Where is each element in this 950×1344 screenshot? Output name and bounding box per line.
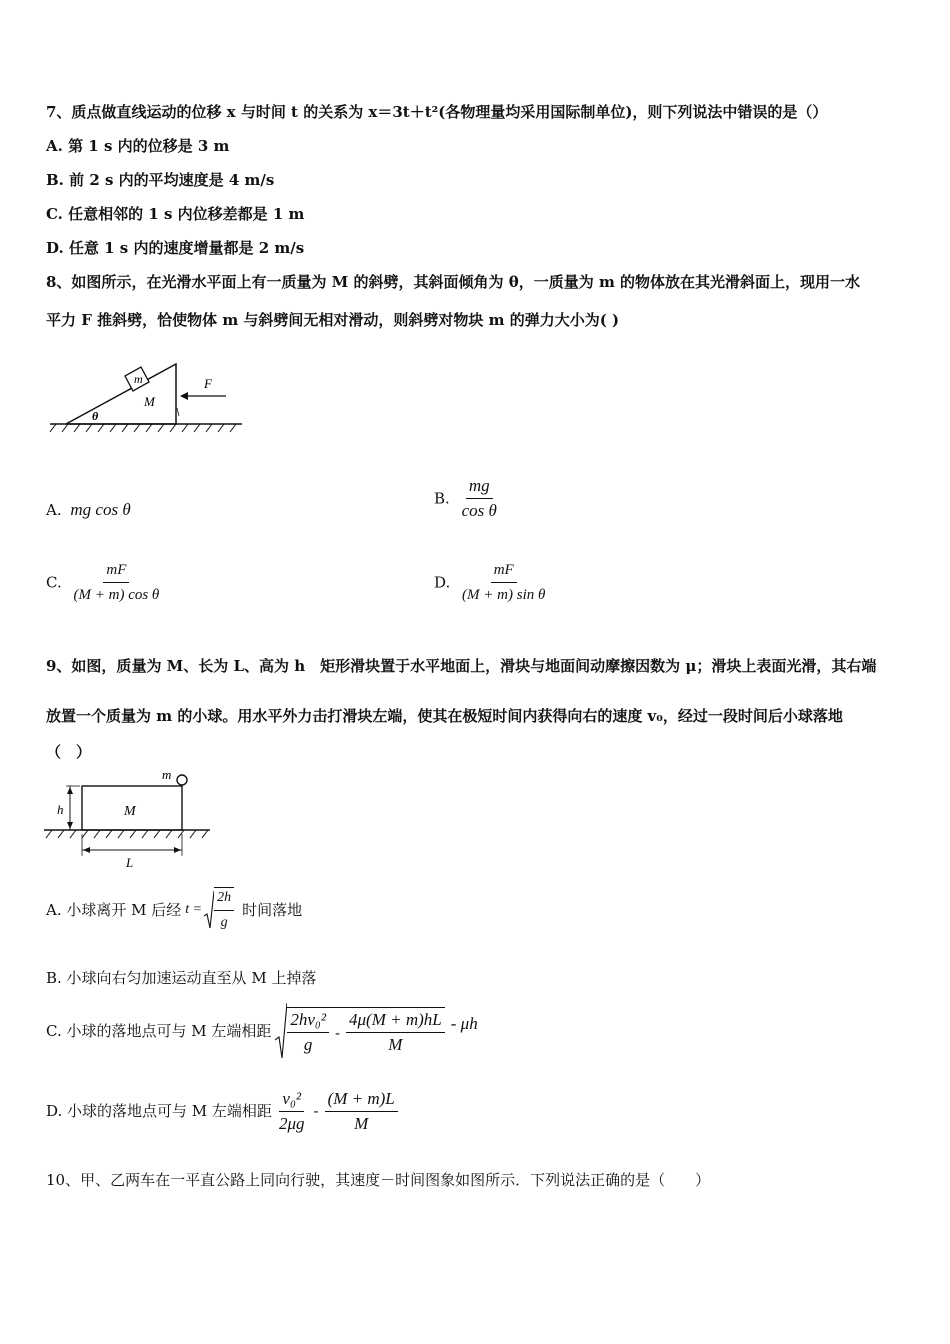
q9-stem-line3: （ ）: [46, 743, 92, 761]
q8-label-m: m: [134, 372, 143, 386]
q10-stem: 10、甲、乙两车在一平直公路上同向行驶，其速度－时间图象如图所示．下列说法正确的是（ ）: [46, 1171, 711, 1189]
q8-option-d: D. $\frac{mF}{\text{(M + m) sin θ}}$: [434, 560, 548, 605]
q8-wedge-figure: [46, 352, 246, 438]
q9-stem-line1: 9、如图，质量为 M、长为 L、高为 h 矩形滑块置于水平地面上，滑块与地面间动摩擦因数为 μ；滑块上表面光滑，其右端: [46, 657, 877, 675]
q9-label-M: M: [124, 804, 136, 819]
sqrt-radical-icon: [275, 1002, 287, 1060]
q8-stem-line1: 8、如图所示，在光滑水平面上有一质量为 M 的斜劈，其斜面倾角为 θ，一质量为 m 的物体放在其光滑斜面上，现用一水: [46, 273, 861, 291]
q8-option-c: C. $\frac{mF}{\text{(M + m) cos θ}}$: [46, 560, 162, 605]
q9-option-a: A. 小球离开 M 后经 t = $\frac{2h}{g}$ 时间落地: [46, 886, 302, 934]
q9-c-sqrt: $\frac{\text{2hv₀²}}{g}$ - $\frac{4\mu(M + m)hL}{M}$: [275, 1002, 444, 1060]
q8-option-b: B. $\frac{mg}{\text{cos θ}}$: [434, 476, 500, 521]
q7-option-c: C. 任意相邻的 1 s 内位移差都是 1 m: [46, 205, 305, 223]
q8-label-theta: θ: [92, 409, 99, 423]
q9-label-m: m: [162, 768, 172, 782]
q9-option-b: B. 小球向右匀加速运动直至从 M 上掉落: [46, 969, 317, 987]
q8-d-fraction: $\frac{mF}{\text{(M + m) sin θ}}$: [462, 562, 546, 603]
sqrt-radical-icon: [204, 890, 214, 930]
q9-label-L: L: [126, 855, 134, 870]
q8-a-expr: mg cos θ: [70, 500, 131, 519]
q7-stem: 7、质点做直线运动的位移 x 与时间 t 的关系为 x＝3t＋t²(各物理量均采用国际制单位)，则下列说法中错误的是（）: [46, 103, 828, 121]
q9-option-d: D. 小球的落地点可与 M 左端相距 $\frac{\text{v₀²}}{2\mu g}$ - $\frac{(M + m)L}{M}$: [46, 1086, 398, 1136]
q7-option-b: B. 前 2 s 内的平均速度是 4 m/s: [46, 171, 275, 189]
q9-d-term2: $\frac{(M + m)L}{M}$: [325, 1089, 398, 1134]
q8-option-a: A. mg cos θ: [46, 500, 131, 519]
q9-d-term1: $\frac{\text{v₀²}}{2\mu g}$: [278, 1088, 305, 1133]
q9-a-sqrt: $\frac{2h}{g}$: [204, 887, 234, 933]
q8-stem-line2: 平力 F 推斜劈，恰使物体 m 与斜劈间无相对滑动，则斜劈对物块 m 的弹力大小为( ): [46, 311, 620, 329]
q7-option-d: D. 任意 1 s 内的速度增量都是 2 m/s: [46, 239, 305, 257]
q9-label-h: h: [57, 802, 64, 817]
q8-label-M: M: [144, 394, 155, 409]
q8-b-fraction: $\frac{mg}{\text{cos θ}}$: [461, 476, 497, 520]
q8-c-fraction: $\frac{mF}{\text{(M + m) cos θ}}$: [73, 562, 160, 603]
q7-option-a: A. 第 1 s 内的位移是 3 m: [46, 137, 230, 155]
q9-option-c: C. 小球的落地点可与 M 左端相距 $\frac{\text{2hv₀²}}{g}$ - $\frac{4\mu(M + m)hL}{M}$ - μh: [46, 1002, 478, 1060]
q9-block-figure: [44, 768, 214, 872]
q9-stem-line2: 放置一个质量为 m 的小球。用水平外力击打滑块左端，使其在极短时间内获得向右的速度 v₀，经过一段时间后小球落地: [46, 707, 843, 725]
q8-label-F: F: [204, 376, 212, 391]
